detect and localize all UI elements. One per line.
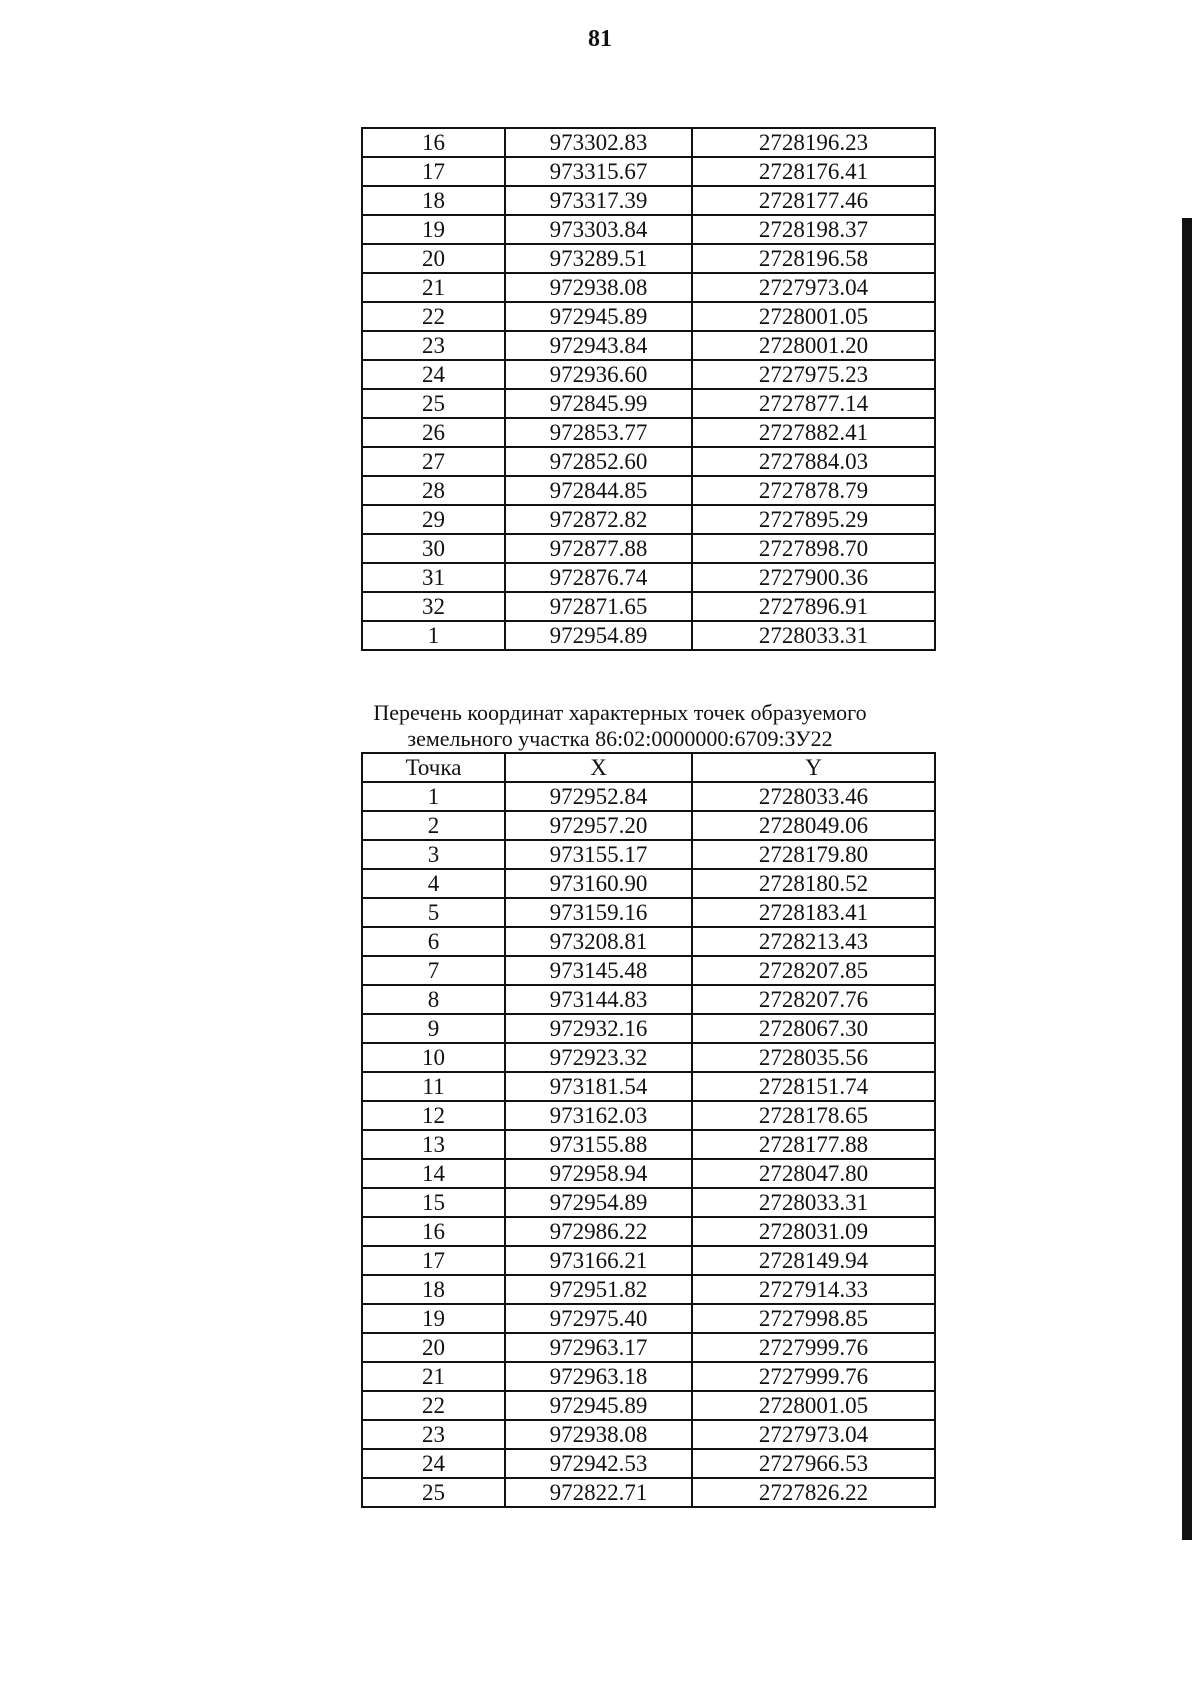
point-cell: 2 — [362, 811, 505, 840]
x-cell: 973155.88 — [505, 1130, 692, 1159]
point-cell: 1 — [362, 782, 505, 811]
x-cell: 973159.16 — [505, 898, 692, 927]
y-cell: 2728151.74 — [692, 1072, 935, 1101]
y-cell: 2728001.05 — [692, 1391, 935, 1420]
table-row — [362, 215, 935, 244]
table-row — [362, 302, 935, 331]
table-row — [362, 811, 935, 840]
table-row — [362, 1159, 935, 1188]
table-row — [362, 1246, 935, 1275]
x-cell: 972963.17 — [505, 1333, 692, 1362]
y-cell: 2728001.05 — [692, 302, 935, 331]
y-cell: 2728178.65 — [692, 1101, 935, 1130]
table-row — [362, 157, 935, 186]
x-cell: 972923.32 — [505, 1043, 692, 1072]
x-cell: 972877.88 — [505, 534, 692, 563]
x-cell: 972872.82 — [505, 505, 692, 534]
x-cell: 972938.08 — [505, 273, 692, 302]
point-cell: 20 — [362, 244, 505, 273]
x-cell: 972954.89 — [505, 621, 692, 650]
point-cell: 13 — [362, 1130, 505, 1159]
x-cell: 973144.83 — [505, 985, 692, 1014]
point-cell: 17 — [362, 1246, 505, 1275]
coordinates-table-continued-body — [362, 128, 935, 650]
y-cell: 2728196.58 — [692, 244, 935, 273]
y-cell: 2727998.85 — [692, 1304, 935, 1333]
y-cell: 2727878.79 — [692, 476, 935, 505]
table-row — [362, 1333, 935, 1362]
scan-edge-bar — [1182, 218, 1192, 1540]
y-cell: 2728176.41 — [692, 157, 935, 186]
point-cell: 4 — [362, 869, 505, 898]
header-y: Y — [692, 753, 935, 782]
point-cell: 6 — [362, 927, 505, 956]
y-cell: 2727898.70 — [692, 534, 935, 563]
y-cell: 2728033.31 — [692, 621, 935, 650]
y-cell: 2728207.76 — [692, 985, 935, 1014]
table-row — [362, 592, 935, 621]
x-cell: 973289.51 — [505, 244, 692, 273]
x-cell: 972876.74 — [505, 563, 692, 592]
point-cell: 23 — [362, 331, 505, 360]
y-cell: 2728047.80 — [692, 1159, 935, 1188]
point-cell: 18 — [362, 186, 505, 215]
table-row — [362, 1217, 935, 1246]
point-cell: 21 — [362, 273, 505, 302]
x-cell: 972951.82 — [505, 1275, 692, 1304]
x-cell: 973166.21 — [505, 1246, 692, 1275]
table-row — [362, 273, 935, 302]
point-cell: 24 — [362, 1449, 505, 1478]
y-cell: 2727900.36 — [692, 563, 935, 592]
y-cell: 2728031.09 — [692, 1217, 935, 1246]
point-cell: 31 — [362, 563, 505, 592]
coordinates-table-zu22 — [361, 752, 936, 1508]
x-cell: 972932.16 — [505, 1014, 692, 1043]
table-row — [362, 985, 935, 1014]
table-row — [362, 1420, 935, 1449]
table-row — [362, 1072, 935, 1101]
point-cell: 30 — [362, 534, 505, 563]
point-cell: 10 — [362, 1043, 505, 1072]
y-cell: 2728179.80 — [692, 840, 935, 869]
point-cell: 11 — [362, 1072, 505, 1101]
y-cell: 2728213.43 — [692, 927, 935, 956]
table-row — [362, 1043, 935, 1072]
table-row — [362, 505, 935, 534]
point-cell: 25 — [362, 389, 505, 418]
table-row — [362, 1130, 935, 1159]
x-cell: 973181.54 — [505, 1072, 692, 1101]
y-cell: 2728033.31 — [692, 1188, 935, 1217]
table-row — [362, 1478, 935, 1507]
point-cell: 18 — [362, 1275, 505, 1304]
table-row — [362, 1362, 935, 1391]
point-cell: 27 — [362, 447, 505, 476]
x-cell: 972844.85 — [505, 476, 692, 505]
point-cell: 16 — [362, 128, 505, 157]
table-row — [362, 1391, 935, 1420]
y-cell: 2728198.37 — [692, 215, 935, 244]
point-cell: 22 — [362, 302, 505, 331]
point-cell: 32 — [362, 592, 505, 621]
point-cell: 1 — [362, 621, 505, 650]
y-cell: 2728035.56 — [692, 1043, 935, 1072]
x-cell: 972952.84 — [505, 782, 692, 811]
table-row — [362, 360, 935, 389]
x-cell: 972945.89 — [505, 302, 692, 331]
x-cell: 973302.83 — [505, 128, 692, 157]
x-cell: 972986.22 — [505, 1217, 692, 1246]
x-cell: 973155.17 — [505, 840, 692, 869]
y-cell: 2728001.20 — [692, 331, 935, 360]
header-point: Точка — [362, 753, 505, 782]
table-row — [362, 782, 935, 811]
y-cell: 2727884.03 — [692, 447, 935, 476]
coordinates-table-zu22-body — [362, 782, 935, 1507]
y-cell: 2728177.88 — [692, 1130, 935, 1159]
y-cell: 2728180.52 — [692, 869, 935, 898]
table-row — [362, 1014, 935, 1043]
y-cell: 2728183.41 — [692, 898, 935, 927]
x-cell: 973145.48 — [505, 956, 692, 985]
x-cell: 972958.94 — [505, 1159, 692, 1188]
table-row — [362, 1304, 935, 1333]
table-row — [362, 1449, 935, 1478]
table-row — [362, 840, 935, 869]
point-cell: 5 — [362, 898, 505, 927]
y-cell: 2727999.76 — [692, 1362, 935, 1391]
y-cell: 2727966.53 — [692, 1449, 935, 1478]
table-row — [362, 621, 935, 650]
point-cell: 19 — [362, 215, 505, 244]
table-row — [362, 1275, 935, 1304]
point-cell: 26 — [362, 418, 505, 447]
y-cell: 2727895.29 — [692, 505, 935, 534]
x-cell: 972936.60 — [505, 360, 692, 389]
table-row — [362, 128, 935, 157]
y-cell: 2727999.76 — [692, 1333, 935, 1362]
y-cell: 2728049.06 — [692, 811, 935, 840]
y-cell: 2728207.85 — [692, 956, 935, 985]
x-cell: 972871.65 — [505, 592, 692, 621]
y-cell: 2727826.22 — [692, 1478, 935, 1507]
x-cell: 972943.84 — [505, 331, 692, 360]
point-cell: 9 — [362, 1014, 505, 1043]
x-cell: 972975.40 — [505, 1304, 692, 1333]
x-cell: 972938.08 — [505, 1420, 692, 1449]
y-cell: 2727877.14 — [692, 389, 935, 418]
table-row — [362, 563, 935, 592]
y-cell: 2728033.46 — [692, 782, 935, 811]
x-cell: 973315.67 — [505, 157, 692, 186]
table-row — [362, 389, 935, 418]
y-cell: 2728149.94 — [692, 1246, 935, 1275]
y-cell: 2727973.04 — [692, 273, 935, 302]
x-cell: 972942.53 — [505, 1449, 692, 1478]
table-row — [362, 898, 935, 927]
header-x: X — [505, 753, 692, 782]
table-caption — [300, 700, 940, 752]
point-cell: 22 — [362, 1391, 505, 1420]
x-cell: 973160.90 — [505, 869, 692, 898]
table-header-row — [362, 753, 935, 782]
y-cell: 2727975.23 — [692, 360, 935, 389]
point-cell: 14 — [362, 1159, 505, 1188]
table-row — [362, 534, 935, 563]
point-cell: 3 — [362, 840, 505, 869]
table-row — [362, 956, 935, 985]
table-row — [362, 244, 935, 273]
point-cell: 24 — [362, 360, 505, 389]
point-cell: 16 — [362, 1217, 505, 1246]
table-row — [362, 418, 935, 447]
y-cell: 2727914.33 — [692, 1275, 935, 1304]
y-cell: 2728196.23 — [692, 128, 935, 157]
y-cell: 2727896.91 — [692, 592, 935, 621]
y-cell: 2727973.04 — [692, 1420, 935, 1449]
point-cell: 28 — [362, 476, 505, 505]
table-row — [362, 1101, 935, 1130]
x-cell: 972963.18 — [505, 1362, 692, 1391]
x-cell: 973208.81 — [505, 927, 692, 956]
point-cell: 21 — [362, 1362, 505, 1391]
x-cell: 972853.77 — [505, 418, 692, 447]
table-row — [362, 186, 935, 215]
table-caption-line-2: земельного участка 86:02:0000000:6709:ЗУ22 — [407, 726, 833, 751]
point-cell: 19 — [362, 1304, 505, 1333]
table-caption-line-1: Перечень координат характерных точек образуемого — [373, 700, 867, 725]
x-cell: 972954.89 — [505, 1188, 692, 1217]
x-cell: 972945.89 — [505, 1391, 692, 1420]
y-cell: 2728067.30 — [692, 1014, 935, 1043]
point-cell: 25 — [362, 1478, 505, 1507]
y-cell: 2727882.41 — [692, 418, 935, 447]
point-cell: 15 — [362, 1188, 505, 1217]
coordinates-table-continued — [361, 127, 936, 651]
table-row — [362, 476, 935, 505]
table-row — [362, 927, 935, 956]
x-cell: 972957.20 — [505, 811, 692, 840]
point-cell: 29 — [362, 505, 505, 534]
point-cell: 7 — [362, 956, 505, 985]
x-cell: 972852.60 — [505, 447, 692, 476]
x-cell: 972845.99 — [505, 389, 692, 418]
y-cell: 2728177.46 — [692, 186, 935, 215]
table-row — [362, 869, 935, 898]
x-cell: 973162.03 — [505, 1101, 692, 1130]
point-cell: 8 — [362, 985, 505, 1014]
x-cell: 972822.71 — [505, 1478, 692, 1507]
x-cell: 973317.39 — [505, 186, 692, 215]
page-number: 81 — [588, 26, 612, 52]
point-cell: 17 — [362, 157, 505, 186]
point-cell: 20 — [362, 1333, 505, 1362]
point-cell: 12 — [362, 1101, 505, 1130]
table-row — [362, 1188, 935, 1217]
table-row — [362, 331, 935, 360]
table-row — [362, 447, 935, 476]
point-cell: 23 — [362, 1420, 505, 1449]
x-cell: 973303.84 — [505, 215, 692, 244]
